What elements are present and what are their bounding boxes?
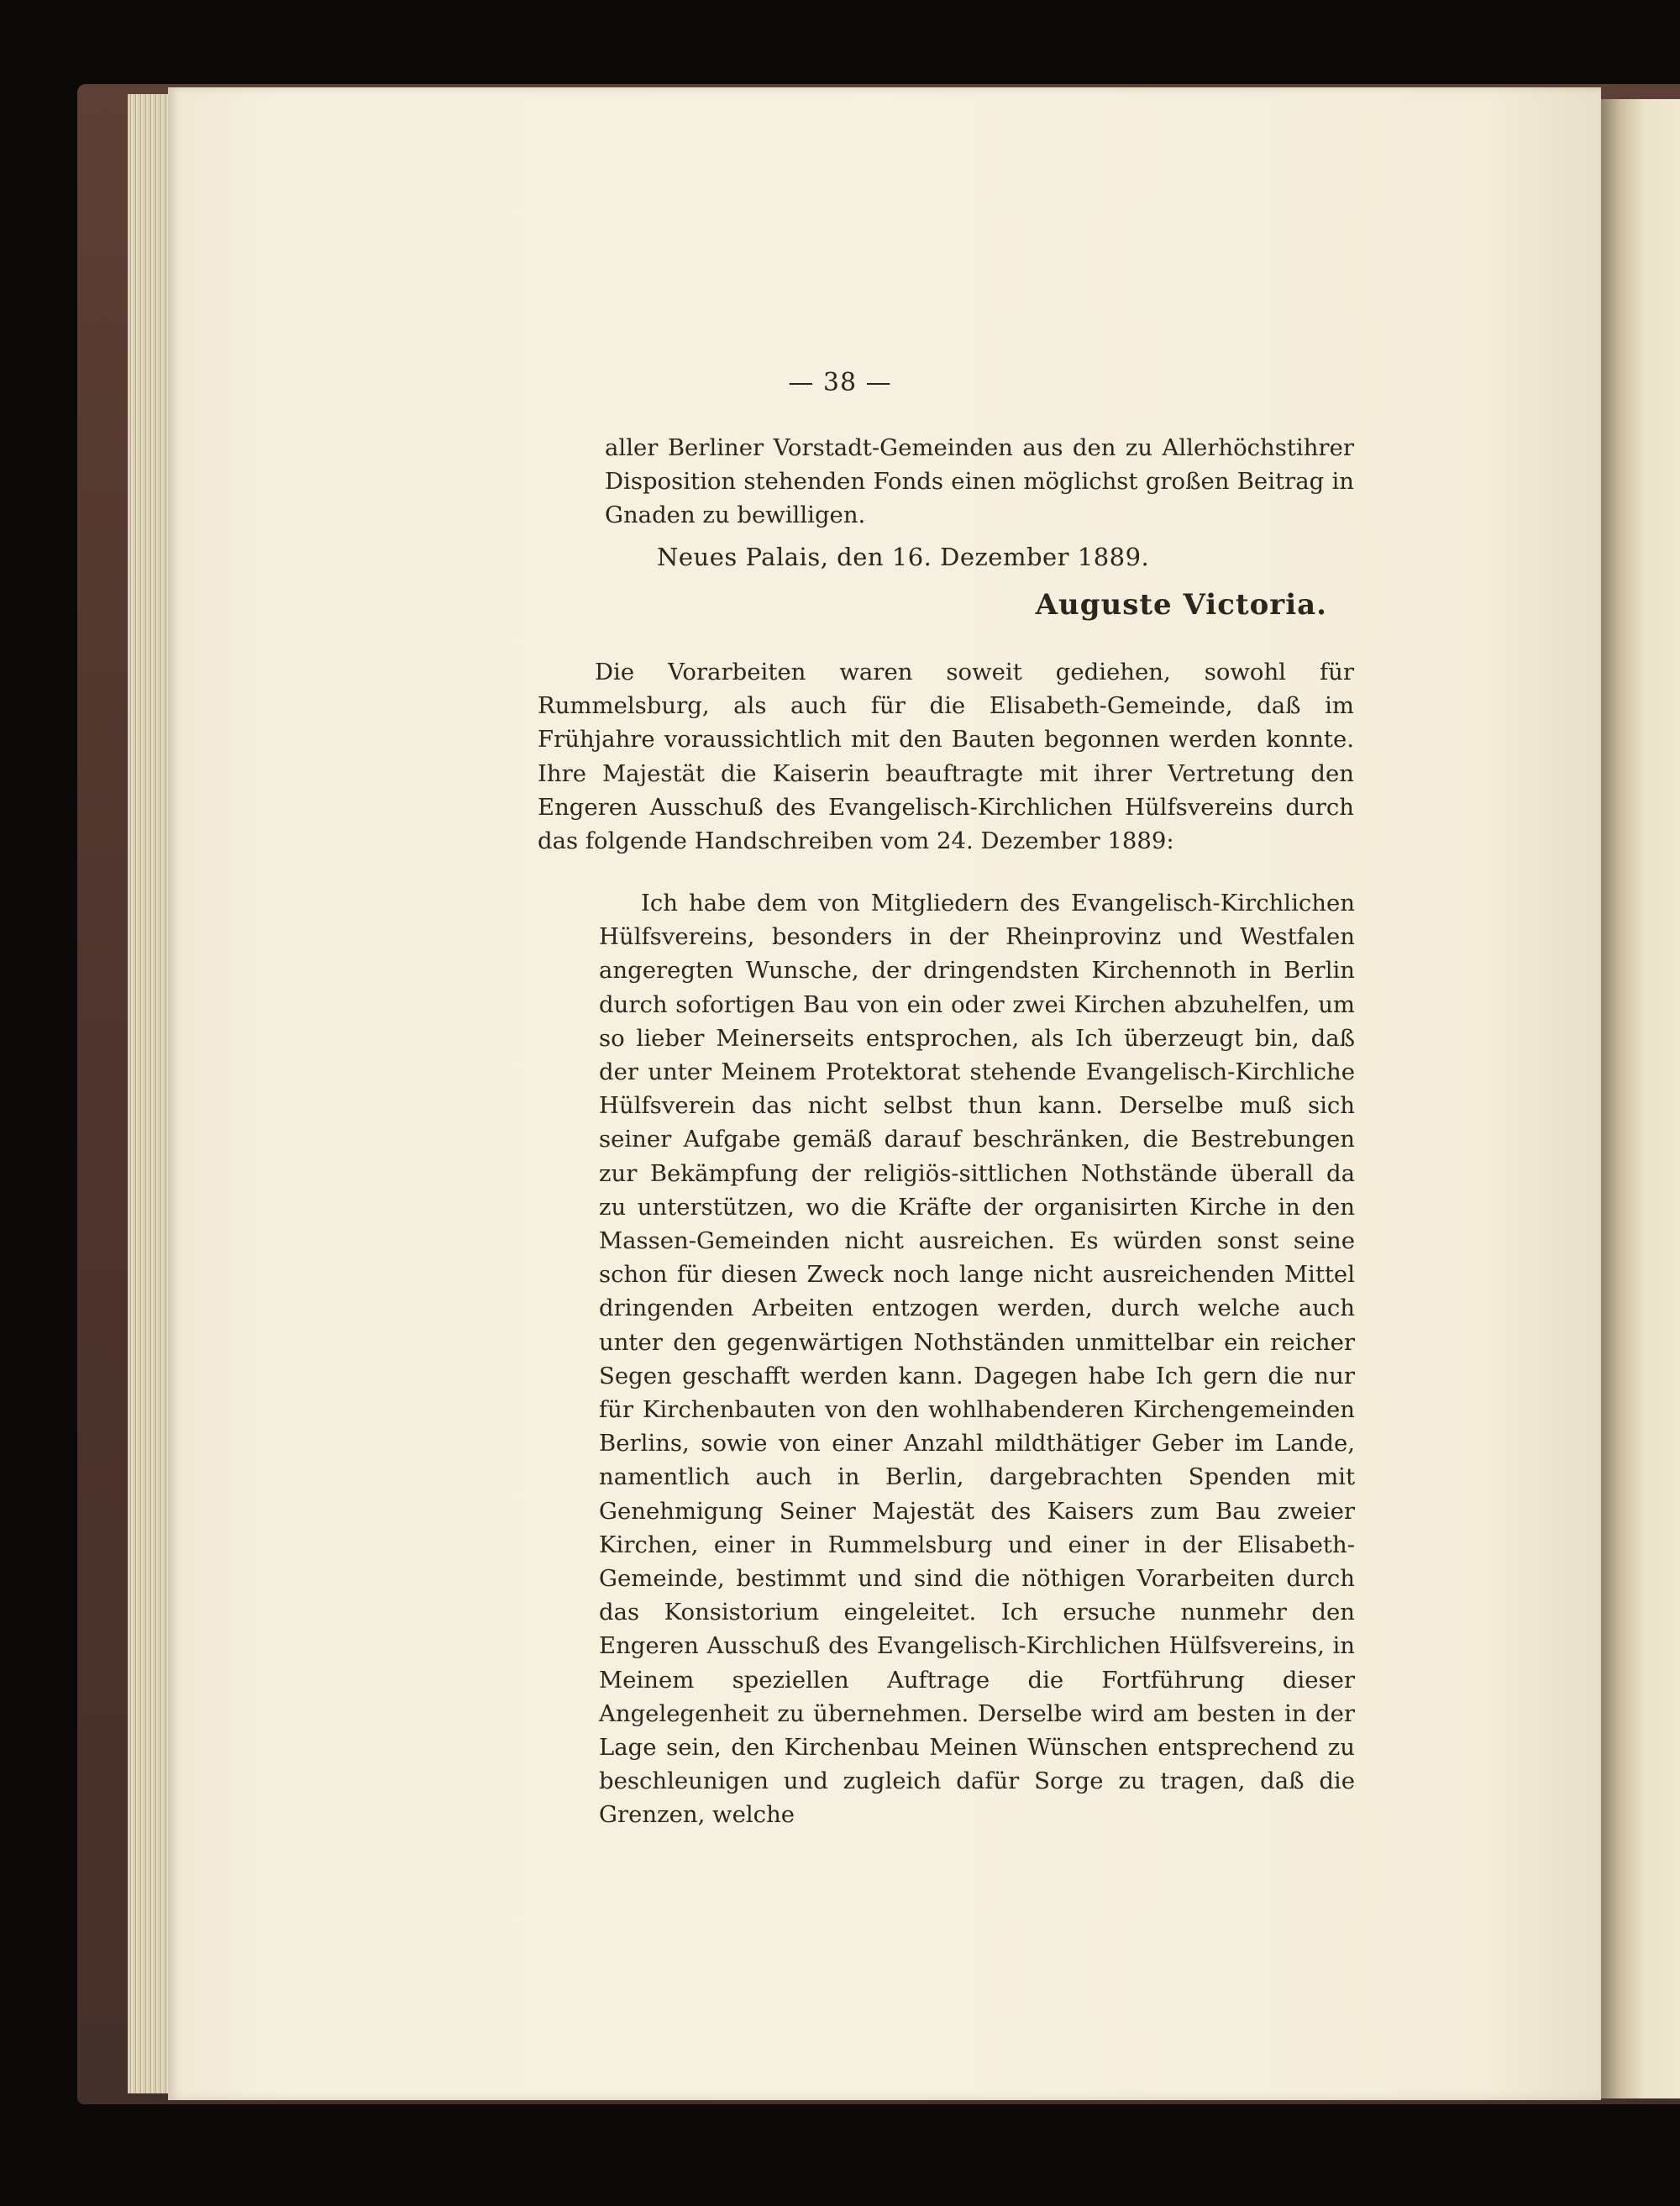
page-number: — 38 — [788, 368, 892, 397]
place-date-line [657, 540, 1329, 574]
place-date: Neues Palais, den 16. Dezember 1889. [657, 543, 1150, 571]
intro-text: aller Berliner Vorstadt-Gemeinden aus den zu Allerhöchstihrer Disposition stehenden Fonds einen möglichst großen Beitrag in Gnaden zu bewilligen. [605, 434, 1354, 529]
body-text: Die Vorarbeiten waren soweit gediehen, sowohl für Rummelsburg, als auch für die Elisabeth-Gemeinde, daß im Frühjahre voraussichtlich mit den Bauten begonnen werden konnte. Ihre Majestät die Kaiserin beauftragte mit ihrer Vertretung den Engeren Ausschuß des Evangelisch-Kirchlichen Hülfsvereins durch das folgende Handschreiben vom 24. Dezember 1889: [538, 659, 1354, 855]
letter-text: Ich habe dem von Mitgliedern des Evangelisch-Kirchlichen Hülfsvereins, besonders in der Rheinprovinz und Westfalen angeregten Wunsche, der dringendsten Kirchennoth in Berlin durch sofortigen Bau von ein oder zwei Kirchen abzuhelfen, um so lieber Meinerseits entsprochen, als Ich überzeugt bin, daß der unter Meinem Protektorat stehende Evangelisch-Kirchliche Hülfsverein das nicht selbst thun kann. Derselbe muß sich seiner Aufgabe gemäß darauf beschränken, die Bestrebungen zur Bekämpfung der religiös-sittlichen Nothstände überall da zu unterstützen, wo die Kräfte der organisirten Kirche in den Massen-Gemeinden nicht ausreichen. Es würden sonst seine schon für diesen Zweck noch lange nicht ausreichenden Mittel dringenden Arbeiten entzogen werden, durch welche auch unter den gegenwärtigen Nothständen unmittelbar ein reicher Segen geschafft werden kann. Dagegen habe Ich gern die nur für Kirchenbauten von den wohlhabenderen Kirchengemeinden Berlins, sowie von einer Anzahl mildthätiger Geber im Lande, namentlich auch in Berlin, dargebrachten Spenden mit Genehmigung Seiner Majestät des Kaisers zum Bau zweier Kirchen, einer in Rummelsburg und einer in der Elisabeth-Gemeinde, bestimmt und sind die nöthigen Vorarbeiten durch das Konsistorium eingeleitet. Ich ersuche nunmehr den Engeren Ausschuß des Evangelisch-Kirchlichen Hülfsvereins, in Meinem speziellen Auftrage die Fortführung dieser Angelegenheit zu übernehmen. Derselbe wird am besten in der Lage sein, den Kirchenbau Meinen Wünschen entsprechend zu beschleunigen und zugleich dafür Sorge zu tragen, daß die Grenzen, welche [599, 890, 1355, 1829]
signature: Auguste Victoria. [1035, 588, 1327, 622]
body-paragraph [538, 655, 1354, 858]
intro-paragraph [605, 431, 1354, 533]
facing-page-edge [1601, 99, 1680, 2098]
letter-quote [599, 886, 1355, 1832]
